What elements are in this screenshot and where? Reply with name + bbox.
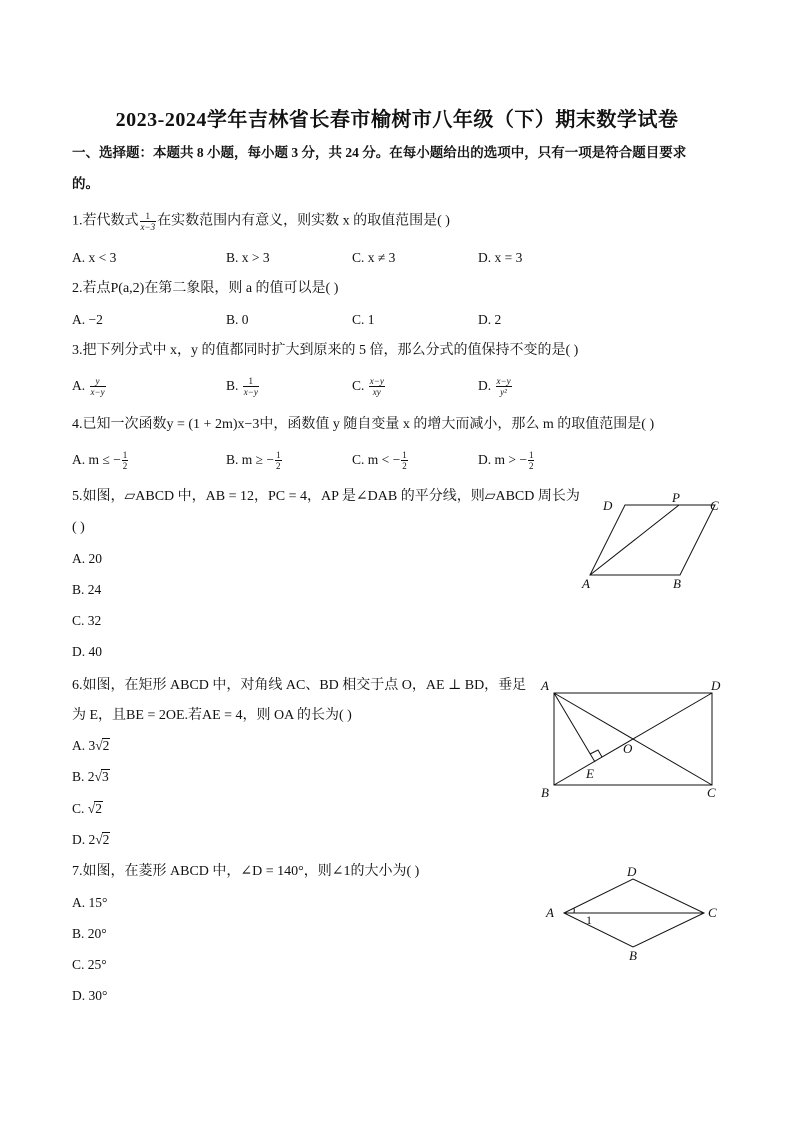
- question-6-line2: 为 E，且BE = 2OE.若AE = 4，则 OA 的长为( ): [72, 708, 352, 723]
- parallelogram-figure: [575, 488, 735, 593]
- q6-option-c: C. √2: [72, 801, 102, 816]
- label-angle-1: 1: [586, 913, 592, 927]
- q7-option-b: B. 20°: [72, 926, 107, 941]
- q1-option-d: D. x = 3: [478, 250, 523, 265]
- fraction: $\frac{y}{x-y}$: [90, 376, 105, 398]
- question-7: 7.如图，在菱形 ABCD 中，∠D = 140°，则∠1的大小为( ): [72, 864, 420, 879]
- perpendicular-ae: [554, 693, 595, 762]
- q1-option-a: A. x < 3: [72, 250, 117, 265]
- label-d: D: [603, 498, 613, 513]
- label-e: E: [586, 766, 594, 781]
- q2-option-b: B. 0: [226, 312, 249, 327]
- label-b: B: [673, 576, 681, 591]
- q5-option-d: D. 40: [72, 644, 102, 659]
- rhombus-figure: [540, 860, 730, 968]
- fraction: $\frac{1}{2}$: [276, 450, 281, 472]
- q1-option-b: B. x > 3: [226, 250, 270, 265]
- label-p: P: [672, 490, 680, 505]
- label-b: B: [541, 785, 549, 800]
- label-c: C: [708, 905, 717, 920]
- q1-option-c: C. x ≠ 3: [352, 250, 396, 265]
- fraction: $\frac{1}{2}$: [122, 450, 128, 472]
- label-c: C: [710, 498, 719, 513]
- question-1-post: 在实数范围内有意义，则实数 x 的取值范围是( ): [157, 213, 450, 229]
- section-header-line1: 一、选择题：本题共 8 小题，每小题 3 分，共 24 分。在每小题给出的选项中，只有一项是符合题目要求: [72, 145, 687, 160]
- question-4: 4.已知一次函数y = (1 + 2m)x−3中，函数值 y 随自变量 x 的增大而减小，那么 m 的取值范围是( ): [72, 417, 655, 432]
- fraction: $\frac{1}{x-y}$: [243, 376, 258, 398]
- fraction: $\frac{1}{x-3}$: [140, 211, 156, 232]
- question-5-line1: 5.如图，▱ABCD 中，AB = 12，PC = 4，AP 是∠DAB 的平分线，则▱ABCD 周长为: [72, 489, 580, 504]
- q2-option-c: C. 1: [352, 312, 375, 327]
- q5-option-c: C. 32: [72, 613, 102, 628]
- bisector-ap: [590, 505, 679, 575]
- q3-option-a: A. $\frac{y}{x-y}$: [72, 376, 105, 398]
- label-d: D: [627, 864, 637, 879]
- question-1: [72, 211, 450, 232]
- q4-option-c: C. m < − $\frac{1}{2}$: [352, 450, 407, 472]
- q7-option-d: D. 30°: [72, 988, 108, 1003]
- question-3: 3.把下列分式中 x，y 的值都同时扩大到原来的 5 倍，那么分式的值保持不变的是( ): [72, 343, 579, 358]
- q7-option-c: C. 25°: [72, 957, 107, 972]
- q2-option-d: D. 2: [478, 312, 502, 327]
- q3-option-b: B. $\frac{1}{x-y}$: [226, 376, 258, 398]
- q5-option-b: B. 24: [72, 582, 102, 597]
- label-c: C: [707, 785, 716, 800]
- question-6-line1: 6.如图，在矩形 ABCD 中，对角线 AC、BD 相交于点 O，AE ⊥ BD，垂足: [72, 678, 527, 693]
- fraction: $\frac{1}{2}$: [402, 450, 407, 472]
- label-b: B: [629, 948, 637, 963]
- q6-option-a: A. 3√2: [72, 738, 110, 753]
- q3-option-c: C. $\frac{x-y}{xy}$: [352, 376, 384, 398]
- page-title: 2023-2024学年吉林省长春市榆树市八年级（下）期末数学试卷: [115, 109, 679, 131]
- fraction: $\frac{x-y}{xy}$: [369, 376, 384, 398]
- label-a: A: [582, 576, 590, 591]
- rectangle-figure: [535, 675, 730, 805]
- parallelogram-abcd: [590, 505, 715, 575]
- section-header-line2: 的。: [72, 176, 99, 191]
- fraction: $\frac{x-y}{\text{y²}}$: [496, 376, 511, 398]
- q7-option-a: A. 15°: [72, 895, 108, 910]
- q4-option-b: B. m ≥ − $\frac{1}{2}$: [226, 450, 281, 472]
- label-o: O: [623, 741, 633, 756]
- q5-option-a: A. 20: [72, 551, 102, 566]
- q4-option-a: A. m ≤ − $\frac{1}{2}$: [72, 450, 128, 472]
- question-number: 1.: [72, 213, 83, 229]
- q3-option-d: D. $\frac{x-y}{\text{y²}}$: [478, 376, 511, 398]
- label-a: A: [546, 905, 554, 920]
- q6-option-d: D. 2√2: [72, 832, 110, 847]
- fraction: $\frac{1}{2}$: [528, 450, 534, 472]
- question-5-line2: ( ): [72, 520, 85, 535]
- q2-option-a: A. −2: [72, 312, 103, 327]
- label-a: A: [541, 678, 549, 693]
- question-2: 2.若点P(a,2)在第二象限，则 a 的值可以是( ): [72, 281, 339, 296]
- label-d: D: [711, 678, 721, 693]
- q4-option-d: D. m > − $\frac{1}{2}$: [478, 450, 534, 472]
- q6-option-b: B. 2√3: [72, 769, 109, 784]
- question-1-pre: 若代数式: [82, 213, 139, 229]
